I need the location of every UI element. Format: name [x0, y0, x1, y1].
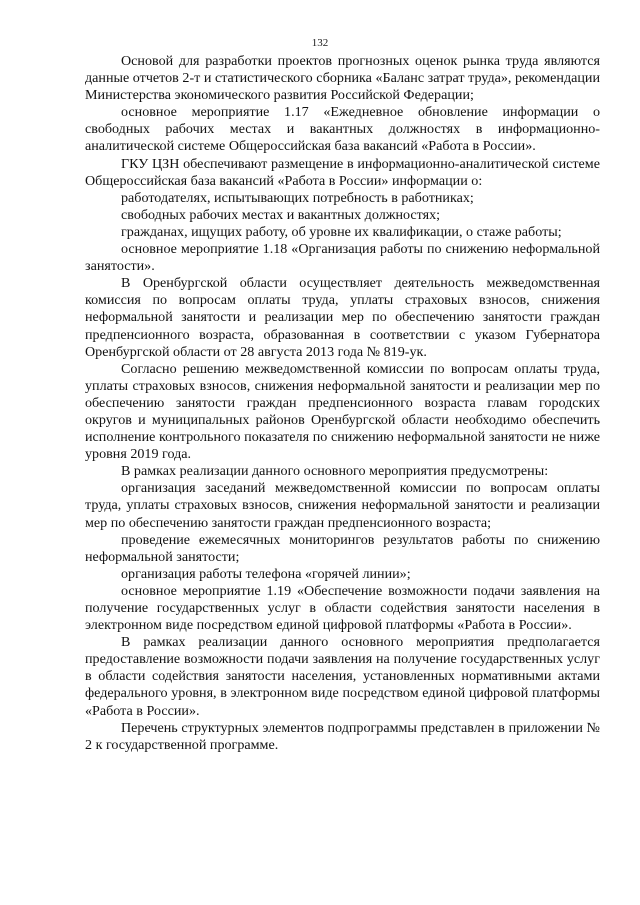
paragraph: гражданах, ищущих работу, об уровне их квалификации, о стаже работы;: [121, 223, 562, 240]
paragraph: В Оренбургской области осуществляет деятельность межведомственная комиссия по вопросам оплаты труда, уплаты страховых взносов, снижения неформальной занятости и реализации мер по обеспечению занятости граждан предпенсионного возраста, образованная в соответствии с указом Губернатора Оренбургской области от 28 августа 2013 года № 819-ук.: [85, 275, 600, 360]
paragraph: Перечень структурных элементов подпрограммы представлен в приложении № 2 к государственной программе.: [85, 719, 600, 753]
paragraph: основное мероприятие 1.19 «Обеспечение возможности подачи заявления на получение государственных услуг в области содействия занятости населения в электронном виде посредством единой цифровой платформы «Работа в России».: [85, 582, 600, 634]
paragraph: Согласно решению межведомственной комиссии по вопросам оплаты труда, уплаты страховых взносов, снижения неформальной занятости и реализации мер по обеспечению занятости граждан предпенсионного возраста главам городских округов и муниципальных районов Оренбургской области необходимо обеспечить исполнение контрольного показателя по снижению неформальной занятости не ниже уровня 2019 года.: [85, 360, 600, 463]
paragraph: проведение ежемесячных мониторингов результатов работы по снижению неформальной занятости;: [85, 531, 600, 565]
paragraph: организация заседаний межведомственной комиссии по вопросам оплаты труда, уплаты страховых взносов, снижения неформальной занятости и реализации мер по обеспечению занятости граждан предпенсионного возраста;: [85, 480, 600, 531]
page-number: 132: [311, 37, 329, 49]
paragraph: основное мероприятие 1.18 «Организация работы по снижению неформальной занятости».: [85, 241, 600, 275]
paragraph: В рамках реализации данного основного мероприятия предполагается предоставление возможности подачи заявления на получение государственных услуг в области содействия занятости населения, установленных нормативными актами федерального уровня, в электронном виде посредством единой цифровой платформы «Работа в России».: [85, 634, 600, 719]
paragraph: В рамках реализации данного основного мероприятия предусмотрены:: [121, 463, 549, 480]
paragraph: основное мероприятие 1.17 «Ежедневное обновление информации о свободных рабочих местах и вакантных должностях в информационно-аналитической системе Общероссийская база вакансий «Работа в России».: [85, 104, 600, 155]
paragraph: свободных рабочих местах и вакантных должностях;: [121, 206, 441, 223]
paragraph: ГКУ ЦЗН обеспечивают размещение в информационно-аналитической системе Общероссийская база вакансий «Работа в России» информации о:: [85, 155, 600, 189]
document-body: [85, 53, 600, 754]
paragraph: работодателях, испытывающих потребность в работниках;: [121, 189, 474, 206]
paragraph: организация работы телефона «горячей линии»;: [121, 565, 411, 582]
paragraph: Основой для разработки проектов прогнозных оценок рынка труда являются данные отчетов 2-т и статистического сборника «Баланс затрат труда», рекомендации Министерства экономического развития Российской Федерации;: [85, 53, 600, 104]
